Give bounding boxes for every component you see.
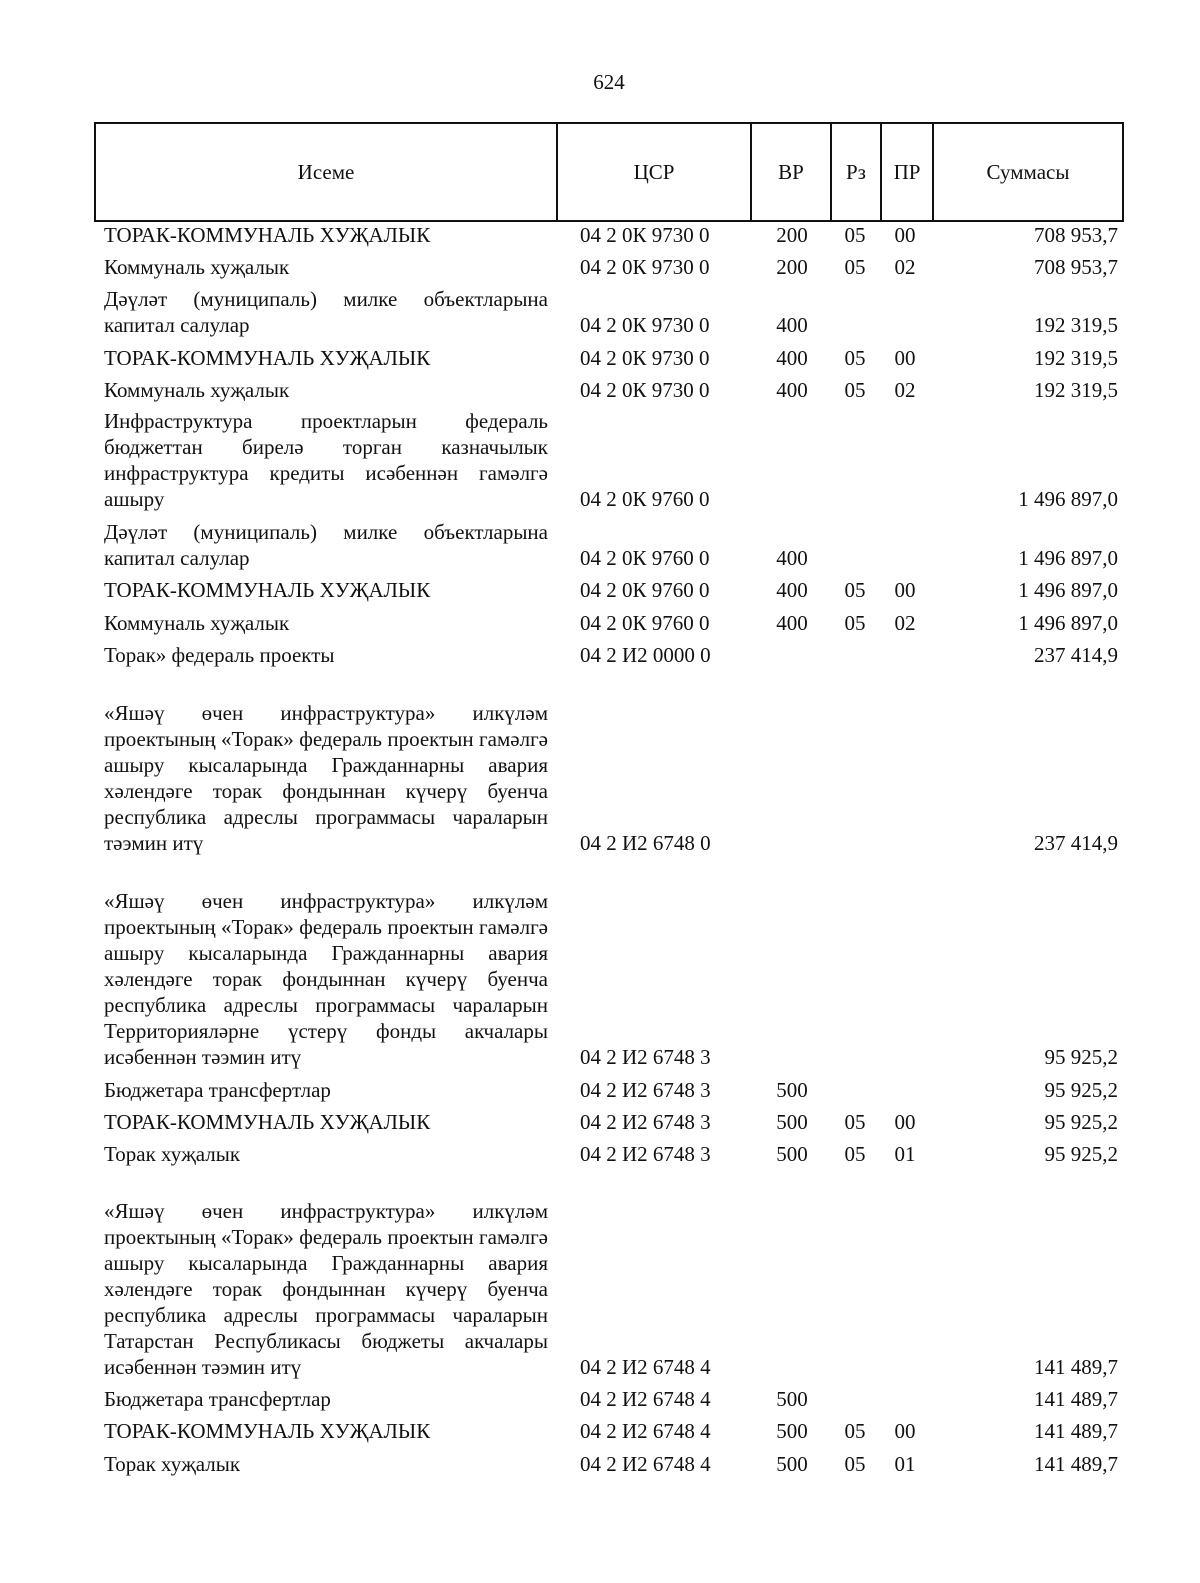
cell-vr: 500 bbox=[776, 1387, 808, 1411]
cell-csr: 04 2 И2 6748 4 bbox=[580, 1452, 711, 1476]
cell-vr: 400 bbox=[776, 346, 808, 370]
cell-sum: 1 496 897,0 bbox=[1018, 487, 1118, 511]
cell-sum: 192 319,5 bbox=[1034, 378, 1118, 402]
cell-csr: 04 2 И2 0000 0 bbox=[580, 643, 711, 667]
cell-sum: 95 925,2 bbox=[1044, 1142, 1118, 1166]
cell-name: ТОРАК-КОММУНАЛЬ ХУҖАЛЫК bbox=[104, 1419, 431, 1443]
cell-sum: 141 489,7 bbox=[1034, 1387, 1118, 1411]
header-pr: ПР bbox=[880, 124, 932, 220]
table-row bbox=[0, 1109, 1200, 1135]
cell-vr: 500 bbox=[776, 1078, 808, 1102]
cell-pr: 00 bbox=[894, 1419, 916, 1443]
cell-rz: 05 bbox=[844, 255, 866, 279]
cell-vr: 400 bbox=[776, 378, 808, 402]
header-rz: Рз bbox=[830, 124, 880, 220]
table-row bbox=[0, 642, 1200, 668]
cell-csr: 04 2 0К 9730 0 bbox=[580, 255, 710, 279]
page-number: 624 bbox=[593, 70, 625, 94]
cell-sum: 237 414,9 bbox=[1034, 831, 1118, 855]
cell-sum: 1 496 897,0 bbox=[1018, 578, 1118, 602]
table-row bbox=[0, 515, 1200, 571]
cell-name: ТОРАК-КОММУНАЛЬ ХУҖАЛЫК bbox=[104, 223, 431, 247]
table-row bbox=[0, 860, 1200, 1070]
cell-pr: 02 bbox=[894, 378, 916, 402]
cell-pr: 01 bbox=[894, 1452, 916, 1476]
table-row bbox=[0, 222, 1200, 248]
cell-csr: 04 2 И2 6748 0 bbox=[580, 831, 711, 855]
cell-rz: 05 bbox=[844, 1142, 866, 1166]
cell-vr: 400 bbox=[776, 611, 808, 635]
cell-csr: 04 2 0К 9730 0 bbox=[580, 346, 710, 370]
table-row bbox=[0, 1141, 1200, 1167]
cell-sum: 141 489,7 bbox=[1034, 1419, 1118, 1443]
table-row bbox=[0, 254, 1200, 280]
cell-csr: 04 2 И2 6748 3 bbox=[580, 1078, 711, 1102]
cell-csr: 04 2 И2 6748 3 bbox=[580, 1110, 711, 1134]
header-csr: ЦСР bbox=[556, 124, 750, 220]
table-row bbox=[0, 1418, 1200, 1444]
cell-csr: 04 2 0К 9760 0 bbox=[580, 546, 710, 570]
cell-sum: 192 319,5 bbox=[1034, 346, 1118, 370]
cell-name: «Яшәү өчен инфраструктура» илкүләм проектының «Торак» федераль проектын гамәлгә ашыру кысаларында Гражданнарны авария хәлендәге торак фондыннан күчерү буенча республика адреслы программасы чараларын Татарстан Республикасы бюджеты акчалары исәбеннән тәэмин итү bbox=[104, 1199, 548, 1379]
cell-sum: 192 319,5 bbox=[1034, 313, 1118, 337]
table-row bbox=[0, 1386, 1200, 1412]
cell-csr: 04 2 И2 6748 4 bbox=[580, 1387, 711, 1411]
cell-rz: 05 bbox=[844, 378, 866, 402]
cell-csr: 04 2 0К 9760 0 bbox=[580, 578, 710, 602]
cell-name: Торак хуҗалык bbox=[104, 1452, 241, 1476]
cell-vr: 500 bbox=[776, 1419, 808, 1443]
cell-csr: 04 2 0К 9730 0 bbox=[580, 313, 710, 337]
cell-rz: 05 bbox=[844, 1110, 866, 1134]
cell-pr: 00 bbox=[894, 578, 916, 602]
header-sum: Суммасы bbox=[932, 124, 1122, 220]
table-row bbox=[0, 377, 1200, 403]
cell-vr: 200 bbox=[776, 223, 808, 247]
cell-sum: 708 953,7 bbox=[1034, 255, 1118, 279]
cell-name: Коммуналь хуҗалык bbox=[104, 378, 290, 402]
cell-sum: 95 925,2 bbox=[1044, 1110, 1118, 1134]
cell-rz: 05 bbox=[844, 1452, 866, 1476]
cell-name: Торак» федераль проекты bbox=[104, 643, 335, 667]
cell-csr: 04 2 0К 9730 0 bbox=[580, 223, 710, 247]
cell-vr: 400 bbox=[776, 578, 808, 602]
table-row bbox=[0, 1451, 1200, 1477]
table-row bbox=[0, 577, 1200, 603]
cell-rz: 05 bbox=[844, 223, 866, 247]
cell-csr: 04 2 0К 9730 0 bbox=[580, 378, 710, 402]
cell-name: ТОРАК-КОММУНАЛЬ ХУҖАЛЫК bbox=[104, 1110, 431, 1134]
cell-vr: 200 bbox=[776, 255, 808, 279]
table-row bbox=[0, 1170, 1200, 1380]
cell-vr: 500 bbox=[776, 1452, 808, 1476]
cell-rz: 05 bbox=[844, 578, 866, 602]
cell-pr: 02 bbox=[894, 611, 916, 635]
cell-name: Коммуналь хуҗалык bbox=[104, 255, 290, 279]
cell-csr: 04 2 И2 6748 4 bbox=[580, 1419, 711, 1443]
cell-csr: 04 2 0К 9760 0 bbox=[580, 487, 710, 511]
cell-pr: 02 bbox=[894, 255, 916, 279]
cell-csr: 04 2 0К 9760 0 bbox=[580, 611, 710, 635]
table-row bbox=[0, 282, 1200, 338]
cell-rz: 05 bbox=[844, 1419, 866, 1443]
cell-vr: 500 bbox=[776, 1142, 808, 1166]
header-vr: ВР bbox=[750, 124, 830, 220]
cell-name: Коммуналь хуҗалык bbox=[104, 611, 290, 635]
cell-vr: 400 bbox=[776, 546, 808, 570]
cell-name: Дәүләт (муниципаль) милке объектларына капитал салулар bbox=[104, 520, 548, 570]
cell-name: ТОРАК-КОММУНАЛЬ ХУҖАЛЫК bbox=[104, 578, 431, 602]
table-header bbox=[94, 122, 1124, 222]
header-name: Исеме bbox=[297, 159, 355, 184]
cell-vr: 400 bbox=[776, 313, 808, 337]
cell-sum: 141 489,7 bbox=[1034, 1452, 1118, 1476]
cell-rz: 05 bbox=[844, 611, 866, 635]
cell-sum: 1 496 897,0 bbox=[1018, 611, 1118, 635]
cell-rz: 05 bbox=[844, 346, 866, 370]
cell-sum: 95 925,2 bbox=[1044, 1045, 1118, 1069]
cell-name: Бюджетара трансфертлар bbox=[104, 1387, 331, 1411]
cell-name: Инфраструктура проектларын федераль бюджеттан бирелә торган казначылык инфраструктура кредиты исәбеннән гамәлгә ашыру bbox=[104, 409, 548, 511]
cell-name: «Яшәү өчен инфраструктура» илкүләм проектының «Торак» федераль проектын гамәлгә ашыру кысаларында Гражданнарны авария хәлендәге торак фондыннан күчерү буенча республика адреслы программасы чараларын тәэмин итү bbox=[104, 701, 548, 855]
cell-name: ТОРАК-КОММУНАЛЬ ХУҖАЛЫК bbox=[104, 346, 431, 370]
table-row bbox=[0, 1077, 1200, 1103]
table-row bbox=[0, 610, 1200, 636]
cell-csr: 04 2 И2 6748 3 bbox=[580, 1045, 711, 1069]
cell-pr: 01 bbox=[894, 1142, 916, 1166]
cell-csr: 04 2 И2 6748 3 bbox=[580, 1142, 711, 1166]
cell-name: Бюджетара трансфертлар bbox=[104, 1078, 331, 1102]
cell-pr: 00 bbox=[894, 223, 916, 247]
table-row bbox=[0, 345, 1200, 371]
cell-name: Торак хуҗалык bbox=[104, 1142, 241, 1166]
table-row bbox=[0, 674, 1200, 856]
cell-sum: 237 414,9 bbox=[1034, 643, 1118, 667]
cell-name: «Яшәү өчен инфраструктура» илкүләм проектының «Торак» федераль проектын гамәлгә ашыру кысаларында Гражданнарны авария хәлендәге торак фондыннан күчерү буенча республика адреслы программасы чараларын Территорияләрне үстерү фонды акчалары исәбеннән тәэмин итү bbox=[104, 889, 548, 1069]
cell-sum: 708 953,7 bbox=[1034, 223, 1118, 247]
cell-name: Дәүләт (муниципаль) милке объектларына капитал салулар bbox=[104, 287, 548, 337]
cell-csr: 04 2 И2 6748 4 bbox=[580, 1355, 711, 1379]
cell-sum: 1 496 897,0 bbox=[1018, 546, 1118, 570]
table-row bbox=[0, 404, 1200, 512]
cell-pr: 00 bbox=[894, 346, 916, 370]
cell-pr: 00 bbox=[894, 1110, 916, 1134]
cell-vr: 500 bbox=[776, 1110, 808, 1134]
cell-sum: 141 489,7 bbox=[1034, 1355, 1118, 1379]
cell-sum: 95 925,2 bbox=[1044, 1078, 1118, 1102]
